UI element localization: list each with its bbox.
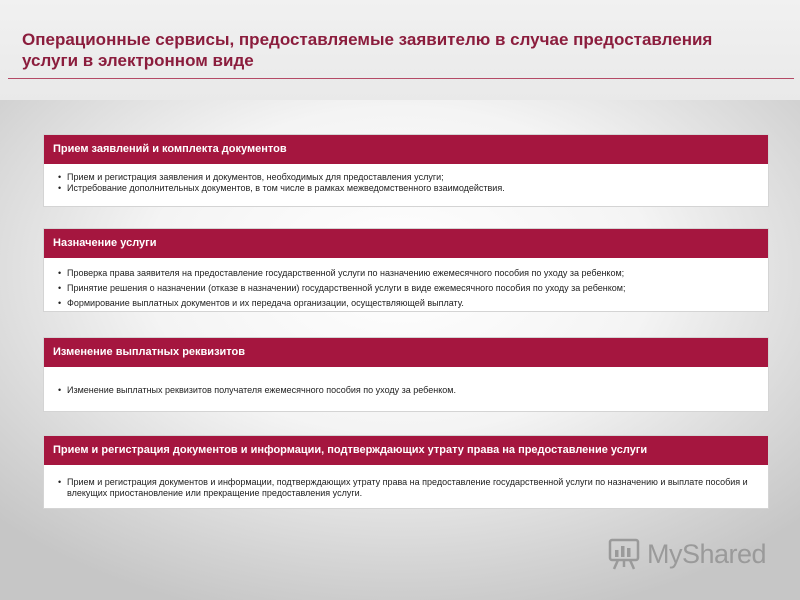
list-item: • Прием и регистрация документов и информации, подтверждающих утрату права на предоставление государственной услуги по назначению и выплате пособия и влекущих приостановление или прекращение предоставления услуги. bbox=[58, 477, 758, 499]
bullet-list bbox=[58, 172, 758, 194]
block-header: Назначение услуги bbox=[44, 229, 768, 258]
presentation-board-icon bbox=[607, 537, 641, 571]
list-item: • Прием и регистрация заявления и документов, необходимых для предоставления услуги; bbox=[58, 172, 758, 183]
service-block-assignment bbox=[43, 228, 769, 312]
block-body bbox=[44, 465, 768, 499]
watermark-text: MyShared bbox=[647, 539, 767, 569]
service-block-application-intake bbox=[43, 134, 769, 207]
bullet-list bbox=[58, 477, 758, 499]
block-header: Изменение выплатных реквизитов bbox=[44, 338, 768, 367]
list-item: • Принятие решения о назначении (отказе в назначении) государственной услуги в виде ежемесячного пособия по уходу за ребенком; bbox=[58, 281, 758, 296]
service-block-loss-of-right bbox=[43, 435, 769, 509]
bullet-list bbox=[58, 266, 758, 311]
block-body bbox=[44, 164, 768, 194]
title-divider bbox=[8, 78, 794, 79]
list-item: • Формирование выплатных документов и их передача организации, осуществляющей выплату. bbox=[58, 296, 758, 311]
slide-title: Операционные сервисы, предоставляемые заявителю в случае предоставления услуги в электронном виде bbox=[22, 30, 713, 70]
block-body bbox=[44, 258, 768, 311]
list-item: • Проверка права заявителя на предоставление государственной услуги по назначению ежемесячного пособия по уходу за ребенком; bbox=[58, 266, 758, 281]
block-header: Прием и регистрация документов и информации, подтверждающих утрату права на предоставление услуги bbox=[44, 436, 768, 465]
watermark-logo bbox=[607, 535, 767, 575]
list-item: • Истребование дополнительных документов, в том числе в рамках межведомственного взаимодействия. bbox=[58, 183, 758, 194]
list-item: • Изменение выплатных реквизитов получателя ежемесячного пособия по уходу за ребенком. bbox=[58, 385, 758, 396]
block-header: Прием заявлений и комплекта документов bbox=[44, 135, 768, 164]
block-body bbox=[44, 367, 768, 396]
bullet-list bbox=[58, 385, 758, 396]
service-block-payment-details bbox=[43, 337, 769, 412]
